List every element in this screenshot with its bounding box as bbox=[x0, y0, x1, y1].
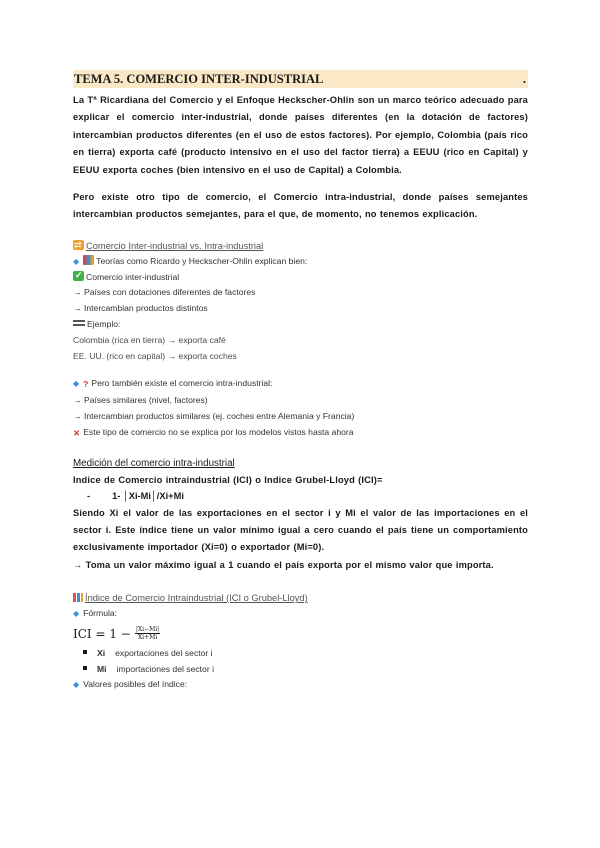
title-trailing-dot: . bbox=[522, 72, 526, 86]
summary-heading-text: Comercio Inter-industrial vs. Intra-industrial bbox=[86, 240, 264, 251]
arrow-line-2: → Intercambian productos distintos bbox=[73, 303, 208, 314]
inter-line: ✓Comercio inter-industrial bbox=[73, 270, 528, 286]
arrow-line-1: → Países con dotaciones diferentes de factores bbox=[73, 287, 256, 298]
intra-paragraph: Pero existe otro tipo de comercio, el Comercio intra-industrial, donde países semejantes intercambian productos semejantes, para el que, de momento, no tenemos explicación. bbox=[73, 192, 528, 220]
bullet-icon: ◆ bbox=[73, 609, 80, 619]
check-icon bbox=[73, 271, 84, 281]
bar-chart-icon bbox=[73, 593, 83, 602]
fraction-denominator: Xi+Mi bbox=[137, 634, 158, 642]
max-value-paragraph: → Toma un valor máximo igual a 1 cuando el país exporta por el mismo valor que importa. bbox=[73, 559, 494, 570]
formula-lhs: ICI = 1 − bbox=[73, 626, 131, 641]
definition-paragraph: Siendo Xi el valor de las exportaciones en el sector i y Mi el valor de las importaciones en el sector i. Este índice tiene un valor mínimo igual a cero cuando el país tiene un comportamiento exclusivamente importador (Xi=0) o exportador (Mi=0). bbox=[73, 507, 528, 553]
ici-formula bbox=[73, 626, 528, 641]
example-usa: EE. UU. (rico en capital) → exporta coches bbox=[73, 350, 237, 361]
bullet-icon: ◆ bbox=[73, 680, 80, 690]
arrow-line-3: → Países similares (nivel, factores) bbox=[73, 395, 208, 406]
values-label-line: ◆ Valores posibles del índice: bbox=[73, 679, 188, 690]
not-explained-line: ✕ Este tipo de comercio no se explica por los modelos vistos hasta ahora bbox=[73, 425, 528, 442]
square-bullet-icon bbox=[83, 666, 87, 670]
question-icon: ? bbox=[83, 379, 89, 390]
index-line: Indice de Comercio intraindustrial (ICI) o Indice Grubel-Lloyd (ICI)= bbox=[73, 474, 383, 485]
document-page bbox=[73, 70, 528, 693]
intro-paragraph: La Tª Ricardiana del Comercio y el Enfoque Heckscher-Ohlin son un marco teórico adecuado para explicar el comercio inter-industrial, donde países diferentes (en la dotación de factores) intercambian productos diferentes (en el uso de estos factores). Por ejemplo, Colombia (país rico en tierra) exporta café (producto intensivo en el uso del factor tierra) a EEUU (rico en Capital) y EEUU exporta coches (bien intensivo en el uso de Capital) a Colombia. bbox=[73, 95, 528, 175]
cross-icon: ✕ bbox=[73, 427, 81, 438]
intra-question-line: ◆ ? Pero también existe el comercio intra-industrial: bbox=[73, 376, 528, 393]
mi-definition: Mi importaciones del sector i bbox=[73, 661, 528, 677]
measure-heading: Medición del comercio intra-industrial bbox=[73, 457, 235, 469]
fraction-numerator: |Xi−Mi| bbox=[135, 626, 160, 634]
arrow-line-4: → Intercambian productos similares (ej. coches entre Alemania y Francia) bbox=[73, 411, 355, 422]
books-icon bbox=[83, 255, 94, 265]
ici-heading: Índice de Comercio Intraindustrial (ICI o Grubel-Lloyd) bbox=[73, 590, 528, 606]
theories-line: ◆ Teorías como Ricardo y Heckscher-Ohlin explican bien: bbox=[73, 255, 308, 266]
bullet-icon: ◆ bbox=[73, 379, 80, 389]
xi-definition: Xi exportaciones del sector i bbox=[73, 645, 528, 661]
swap-icon bbox=[73, 240, 84, 250]
title-banner bbox=[73, 70, 528, 88]
bullet-icon: ◆ bbox=[73, 256, 80, 266]
page-title: TEMA 5. COMERCIO INTER-INDUSTRIAL bbox=[74, 72, 324, 86]
example-line: Ejemplo: bbox=[73, 317, 528, 333]
square-bullet-icon bbox=[83, 650, 87, 654]
formula-label-line: ◆ Fórmula: bbox=[73, 608, 118, 619]
formula-text-line: - 1- │Xi-Mi│/Xi+Mi bbox=[87, 490, 184, 501]
formula-fraction bbox=[135, 626, 160, 641]
summary-heading bbox=[73, 238, 528, 254]
example-colombia: Colombia (rica en tierra) → exporta café bbox=[73, 334, 226, 345]
equals-icon bbox=[73, 320, 85, 326]
